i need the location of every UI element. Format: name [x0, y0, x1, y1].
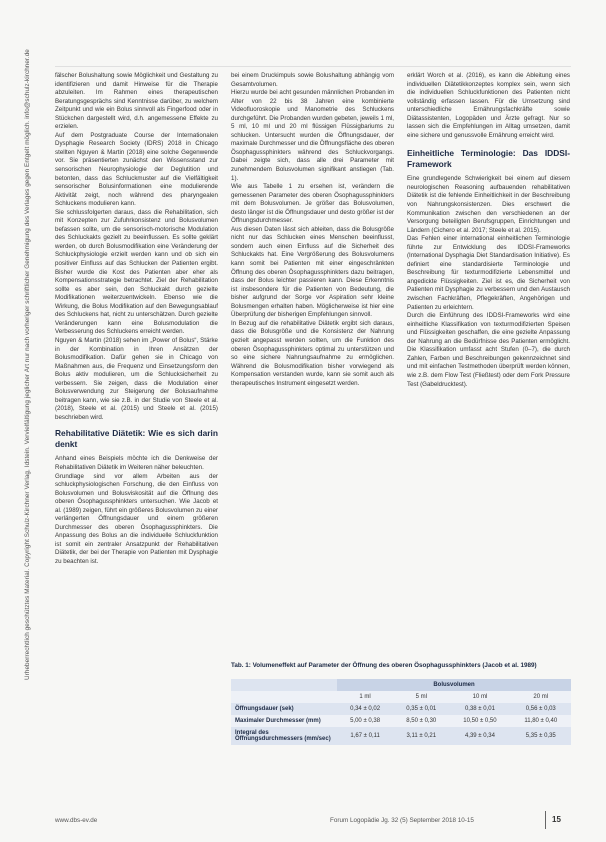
paragraph: In Bezug auf die rehabilitative Diätetik ergibt sich daraus, dass die Bolusgröße und die Konsistenz der Nahrung gezielt angepasst werden sollten, um die Funktion des oberen Ösophagussphinkters optimal zu unterstützen und so eine sichere Nahrungsaufnahme zu ermöglichen. Während die Bolusmodifikation bisher vorwiegend als Kompensation verstanden wurde, kann sie somit auch als therapeutisches Instrument eingesetzt werden.	[231, 319, 394, 387]
paragraph: Nguyen & Martin (2018) sehen im „Power of Bolus“, Stärke in der Kombination in Ihren Ansätzen der Bolusmodifikation. Dafür gehen sie in Chicago von Maßnahmen aus, die Frequenz und Einsetzungsform den Bolus aktiv modulieren, um die Schlucksicherheit zu verbessern. Sie zeigen, dass die Modulation einer Bolusverwendung zur Steigerung der Bolusaufnahme beitragen kann, wie sie z.B. in der Studie von Steele et al. (2018), Steele et al. (2015) und Steele et al. (2015) beschrieben wird.	[55, 336, 218, 421]
paragraph: fälscher Bolushaltung sowie Möglichkeit und Gestaltung zu identifizieren und damit Hinweise für die Therapie abzuleiten. Im Rahmen eines therapeutischen Beratungsgesprächs sind Kenntnisse darüber, zu welchem Zeitpunkt und wie ein Bolus sinnvoll als Fingerfood oder in Stückchen dargestellt wird, d.h. angemessene Effekte zu erzielen.	[55, 72, 218, 131]
section-heading: Einheitliche Terminologie: Das IDDSI-Framework	[407, 148, 570, 169]
table-cell: 0,56 ± 0,03	[511, 703, 571, 715]
section-heading: Rehabilitative Diätetik: Wie es sich darin denkt	[55, 428, 218, 449]
paragraph: Grundlage sind vor allem Arbeiten aus der schluckphysiologischen Forschung, die den Einfluss von Bolusvolumen und Bolusviskosität auf die Öffnung des oberen Ösophagussphinkters untersuchen. Wie Jacob et al. (1989) zeigen, führt ein größeres Bolusvolumen zu einer verlängerten Öffnungsdauer und einem größeren Durchmesser des oberen Ösophagussphinkters. Die Anpassung des Bolus an die individuelle Schluckfunktion ist somit ein zentraler Ansatzpunkt der Rehabilitativen Diätetik, der bei der Therapie von Patienten mit Dysphagie zu beachten ist.	[55, 472, 218, 565]
table-row	[231, 703, 571, 715]
paragraph: Aus diesen Daten lässt sich ableiten, dass die Bolusgröße nicht nur das Schlucken eines Menschen beeinflusst, sondern auch einen Einfluss auf die Sicherheit des Schluckakts hat. Eine Vergrößerung des Bolusvolumens kann somit bei Patienten mit einer eingeschränkten Öffnung des oberen Ösophagussphinkters dazu beitragen, dass der Bolus leichter passieren kann. Diese Erkenntnis ist insbesondere für die Patienten von Bedeutung, die bisher aufgrund der Sorge vor Aspiration sehr kleine Bolusmengen erhalten haben. Möglicherweise ist hier eine Überprüfung der bisherigen Empfehlungen sinnvoll.	[231, 225, 394, 319]
copyright-text: Urheberrechtlich geschütztes Material. Copyright Schulz-Kirchner Verlag, Idstein. Vervielfältigung jeglicher Art nur nach vorheriger schriftlicher Genehmigung des Verlages gegen Entgelt möglich. info@schulz-kirchner.de	[24, 49, 31, 680]
table-cell: 1,67 ± 0,11	[337, 727, 393, 745]
table-cell: 3,11 ± 0,21	[393, 727, 449, 745]
table-cell: 8,50 ± 0,30	[393, 715, 449, 727]
paragraph: Wie aus Tabelle 1 zu ersehen ist, verändern die gemessenen Parameter des oberen Ösophagussphinkters mit dem Bolusvolumen. Je größer das Bolusvolumen, desto länger ist die Öffnungsdauer und desto größer ist der Öffnungsdurchmesser.	[231, 183, 394, 225]
column-header: 20 ml	[511, 691, 571, 703]
top-rule	[55, 66, 571, 67]
row-label: Integral des Öffnungsdurchmessers (mm/sec)	[231, 727, 337, 745]
column-header: 5 ml	[393, 691, 449, 703]
table-cell: 11,80 ± 0,40	[511, 715, 571, 727]
paragraph: Sie schlussfolgerten daraus, dass die Rehabilitation, sich mit Konzepten zur Zufuhrkonsistenz und Bolusvolumen befassen sollte, um die sensorisch-motorische Modulation des Schluckakts gezielt zu beeinflussen. Es sollte geklärt werden, ob durch Bolusmodifikation eine Veränderung der Schluckphysiologie erzielt werden kann und ob sich ein positiver Einfluss auf das Schlucken der Patienten ergibt. Bisher wurde die Kost des Patienten aber eher als Kompensationsstrategie betrachtet. Ziel der Rehabilitation sollte es aber sein, den Schluckakt durch gezielte Modifikationen weiterzuentwickeln. Ebenso wie die Wirkung, die Bolus Modifikation auf den Bewegungsablauf des Schluckens hat, nicht zu unterschätzen. Durch gezielte Veränderungen kann eine Bolusmodulation die Verbesserung des Schluckens erreicht werden.	[55, 208, 218, 336]
footer-website[interactable]: www.dbs-ev.de	[55, 817, 98, 824]
table-group-header: Bolusvolumen	[337, 679, 571, 691]
table-corner	[231, 679, 337, 691]
column-1	[55, 72, 218, 567]
table-row	[231, 727, 571, 745]
footer-divider	[545, 811, 546, 829]
paragraph: Anhand eines Beispiels möchte ich die Denkweise der Rehabilitativen Diätetik im Weiteren näher beleuchten.	[55, 455, 218, 471]
data-table	[231, 679, 571, 745]
column-header: 1 ml	[337, 691, 393, 703]
paragraph: bei einem Druckimpuls sowie Bolushaltung abhängig vom Gesamtvolumen.	[231, 72, 394, 88]
table-section	[231, 662, 571, 745]
row-label: Maximaler Durchmesser (mm)	[231, 715, 337, 727]
page-footer	[55, 815, 575, 829]
table-cell: 10,50 ± 0,50	[449, 715, 510, 727]
copyright-sidebar	[14, 49, 31, 740]
paragraph: Eine grundlegende Schwierigkeit bei einem auf diesem neurologischen Reasoning aufbauenden rehabilitativen Diätetik ist die fehlende Einheitlichkeit in der Beschreibung von Nahrungskonsistenzen. Dies erschwert die Kommunikation zwischen den verschiedenen an der Versorgung beteiligten Berufsgruppen, Einrichtungen und Ländern (Cichero et al. 2017; Steele et al. 2015).	[407, 175, 570, 234]
page-number: 15	[552, 815, 561, 824]
paragraph: Durch die Einführung des IDDSI-Frameworks wird eine einheitliche Klassifikation von texturmodifizierten Speisen und Flüssigkeiten geschaffen, die eine gezielte Anpassung der Nahrung an die Bedürfnisse des Patienten ermöglicht. Die Klassifikation umfasst acht Stufen (0–7), die durch Zahlen, Farben und Beschreibungen gekennzeichnet sind und mit einfachen Testmethoden überprüft werden können, wie z.B. dem Flow Test (Fließtest) oder dem Fork Pressure Test (Gabeldrucktest).	[407, 312, 570, 388]
paragraph: Auf dem Postgraduate Course der Internationalen Dysphagie Research Society (IDRS) 2018 in Chicago stellten Nguyen & Martin (2018) eine solche Gegenwende vor. Sie präsentierten zunächst den Wissensstand zur sensorischen Neurophysiologie der Deglutition und betonten, dass das Schluckmuster auf die Vielfältigkeit sensorischer Bolusinformationen eine modulierende Aktivität zeigt, noch während des pharyngealen Schluckens modulieren kann.	[55, 131, 218, 208]
table-caption: Tab. 1: Volumeneffekt auf Parameter der Öffnung des oberen Ösophagussphinkters (Jacob et al. 1989)	[231, 662, 537, 669]
table-cell: 0,38 ± 0,01	[449, 703, 510, 715]
table-cell: 4,39 ± 0,34	[449, 727, 510, 745]
table-row	[231, 715, 571, 727]
paragraph: Hierzu wurde bei acht gesunden männlichen Probanden im Alter von 22 bis 38 Jahren eine kombinierte Videofluoroskopie und Manometrie des Schluckens durchgeführt. Die Probanden wurden gebeten, jeweils 1 ml, 5 ml, 10 ml und 20 ml flüssigen Flüssigbariums zu schlucken. Untersucht wurden die Öffnungsdauer, der maximale Durchmesser und die Öffnungsfläche des oberen Ösophagussphinkters während des Schluckvorgangs. Dabei zeigte sich, dass alle drei Parameter mit zunehmendem Bolusvolumen signifikant anstiegen (Tab. 1).	[231, 89, 394, 182]
table-cell: 5,35 ± 0,35	[511, 727, 571, 745]
column-header: 10 ml	[449, 691, 510, 703]
footer-journal: Forum Logopädie Jg. 32 (5) September 2018 10-15	[330, 817, 474, 824]
table-cell: 5,00 ± 0,38	[337, 715, 393, 727]
paragraph: Das Fehlen einer international einheitlichen Terminologie führte zur Entwicklung des IDDSI-Frameworks (International Dysphagia Diet Standardisation Initiative). Es definiert eine standardisierte Terminologie und Beschreibung für texturmodifizierte Lebensmittel und angedickte Flüssigkeiten. Ziel ist es, die Sicherheit von Patienten mit Dysphagie zu verbessern und den Austausch zwischen Fachkräften, Pflegekräften, Angehörigen und Patienten zu erleichtern.	[407, 235, 570, 311]
table-corner	[231, 691, 337, 703]
paragraph: erklärt Worch et al. (2016), es kann die Ableitung eines individuellen Diätetikkonzeptes komplex sein, wenn sich die individuellen Schluckfunktionen des Patienten nicht vollständig erfassen lassen. Für die Umsetzung sind unterschiedliche Ernährungsfachkräfte sowie Diätassistenten, Logopäden und Ärzte gefragt. Nur so lassen sich die Empfehlungen im Alltag umsetzen, damit eine sichere und genussvolle Ernährung erreicht wird.	[407, 72, 570, 139]
column-2	[231, 72, 394, 388]
column-3	[407, 72, 570, 389]
table-cell: 0,35 ± 0,01	[393, 703, 449, 715]
table-cell: 0,34 ± 0,02	[337, 703, 393, 715]
row-label: Öffnungsdauer (sek)	[231, 703, 337, 715]
